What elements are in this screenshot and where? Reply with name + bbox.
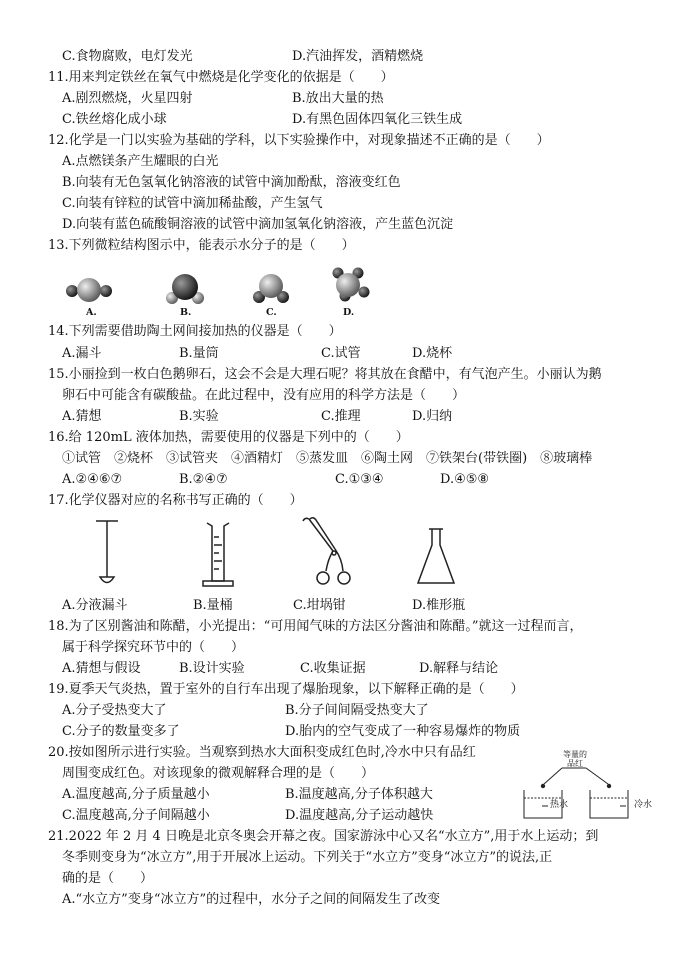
q19-option-d: D.胎内的空气变成了一种容易爆炸的物质 xyxy=(285,724,521,739)
q15-option-d: D.归纳 xyxy=(412,409,453,424)
conical-flask-icon xyxy=(418,529,454,583)
q16-option-a: A.②④⑥⑦ xyxy=(62,472,123,487)
q21-stem-line3: 确的是（ ） xyxy=(62,871,154,886)
q15-stem-line2: 卵石中可能含有碳酸盐。在此过程中，没有应用的科学方法是（ ） xyxy=(62,388,466,403)
q17-option-c: C.坩埚钳 xyxy=(293,598,346,613)
q12-option-b: B.向装有无色氢氧化钠溶液的试管中滴加酚酞，溶液变红色 xyxy=(62,175,401,190)
q16-stem: 16.给 120mL 液体加热，需要使用的仪器是下列中的（ ） xyxy=(48,430,409,445)
q19-option-c: C.分子的数量变多了 xyxy=(62,724,180,739)
q20-figure-label-top2: 品红 xyxy=(567,759,583,768)
q13-label-d: D. xyxy=(343,307,355,318)
q14-stem: 14.下列需要借助陶土网间接加热的仪器是（ ） xyxy=(48,324,342,339)
q20-option-b: B.温度越高,分子体积越大 xyxy=(285,787,433,802)
q20-figure-hot-water: 热水 xyxy=(550,800,569,810)
q12-option-d: D.向装有蓝色硫酸铜溶液的试管中滴加氢氧化钠溶液，产生蓝色沉淀 xyxy=(62,217,454,232)
q14-option-c: C.试管 xyxy=(321,346,361,361)
q15-option-c: C.推理 xyxy=(321,409,361,424)
q17-instrument-figures xyxy=(0,515,688,595)
diffusion-beakers-figure xyxy=(518,752,668,822)
q14-option-d: D.烧杯 xyxy=(412,346,453,361)
q16-instrument-list: ①试管 ②烧杯 ③试管夹 ④酒精灯 ⑤蒸发皿 ⑥陶土网 ⑦铁架台(带铁圈) ⑧玻璃棒 xyxy=(62,451,593,466)
q12-option-c: C.向装有锌粒的试管中滴加稀盐酸，产生氢气 xyxy=(62,196,323,211)
q11-option-c: C.铁丝熔化成小球 xyxy=(62,112,167,127)
q21-stem-line1: 21.2022 年 2 月 4 日晚是北京冬奥会开幕之夜。国家游泳中心又名“水立方”,用于水上运动；到 xyxy=(48,829,599,844)
q17-option-d: D.椎形瓶 xyxy=(412,598,466,613)
q12-option-a: A.点燃镁条产生耀眼的白光 xyxy=(62,154,219,169)
q13-stem: 13.下列微粒结构图示中，能表示水分子的是（ ） xyxy=(48,238,355,253)
q20-option-a: A.温度越高,分子质量越小 xyxy=(62,787,210,802)
q17-option-b: B.量桶 xyxy=(193,598,233,613)
crucible-tongs-icon xyxy=(303,518,350,584)
molecule-b-icon xyxy=(166,274,204,304)
q20-figure-label-top1: 等量的 xyxy=(563,750,587,759)
molecule-figures xyxy=(0,262,688,332)
q13-label-c: C. xyxy=(266,307,277,318)
q16-option-d: D.④⑤⑧ xyxy=(440,472,490,487)
q16-option-c: C.①③④ xyxy=(335,472,384,487)
graduated-cylinder-icon xyxy=(203,523,233,586)
q18-stem-line2: 属于科学探究环节中的（ ） xyxy=(62,640,245,655)
q11-option-b: B.放出大量的热 xyxy=(292,91,384,106)
q18-option-d: D.解释与结论 xyxy=(419,661,499,676)
molecule-a-icon xyxy=(66,278,112,302)
q12-stem: 12.化学是一门以实验为基础的学科，以下实验操作中，对现象描述不正确的是（ ） xyxy=(48,133,550,148)
q21-stem-line2: 冬季则变身为“冰立方”,用于开展冰上运动。下列关于“水立方”变身“冰立方”的说法,正 xyxy=(62,850,553,865)
q17-option-a: A.分液漏斗 xyxy=(62,598,128,613)
q15-option-b: B.实验 xyxy=(179,409,219,424)
combustion-spoon-icon xyxy=(96,521,118,583)
q20-option-d: D.温度越高,分子运动越快 xyxy=(285,808,434,823)
q11-stem: 11.用来判定铁丝在氧气中燃烧是化学变化的依据是（ ） xyxy=(48,70,394,85)
q18-option-a: A.猜想与假设 xyxy=(62,661,141,676)
q18-option-c: C.收集证据 xyxy=(300,661,366,676)
q13-label-b: B. xyxy=(180,307,192,318)
q20-stem-line1: 20.按如图所示进行实验。当观察到热水大面积变成红色时,冷水中只有品红 xyxy=(48,745,476,760)
q19-stem: 19.夏季天气炎热，置于室外的自行车出现了爆胎现象，以下解释正确的是（ ） xyxy=(48,682,524,697)
q20-stem-line2: 周围变成红色。对该现象的微观解释合理的是（ ） xyxy=(62,766,375,781)
q16-option-b: B.②④⑦ xyxy=(179,472,228,487)
q17-stem: 17.化学仪器对应的名称书写正确的（ ） xyxy=(48,493,303,508)
q18-option-b: B.设计实验 xyxy=(179,661,245,676)
molecule-c-icon xyxy=(253,274,289,303)
q11-option-d: D.有黑色固体四氧化三铁生成 xyxy=(292,112,463,127)
q15-stem-line1: 15.小丽捡到一枚白色鹅卵石，这会不会是大理石呢？将其放在食醋中，有气泡产生。小丽认为鹅 xyxy=(48,367,602,382)
q10-option-d: D.汽油挥发，酒精燃烧 xyxy=(292,49,424,64)
q18-stem-line1: 18.为了区别酱油和陈醋，小光提出：“可用闻气味的方法区分酱油和陈醋。”就这一过程而言， xyxy=(48,619,583,634)
molecule-d-icon xyxy=(333,268,370,302)
q13-label-a: A. xyxy=(86,307,97,318)
q20-figure-cold-water: 冷水 xyxy=(634,800,653,810)
q19-option-b: B.分子间间隔受热变大了 xyxy=(285,703,429,718)
q19-option-a: A.分子受热变大了 xyxy=(62,703,167,718)
q11-option-a: A.剧烈燃烧，火星四射 xyxy=(62,91,193,106)
q14-option-b: B.量筒 xyxy=(179,346,219,361)
q15-option-a: A.猜想 xyxy=(62,409,102,424)
q14-option-a: A.漏斗 xyxy=(62,346,102,361)
q21-option-a: A.“水立方”变身“冰立方”的过程中，水分子之间的间隔发生了改变 xyxy=(62,892,441,907)
q20-option-c: C.温度越高,分子间隔越小 xyxy=(62,808,210,823)
q10-option-c: C.食物腐败，电灯发光 xyxy=(62,49,193,64)
